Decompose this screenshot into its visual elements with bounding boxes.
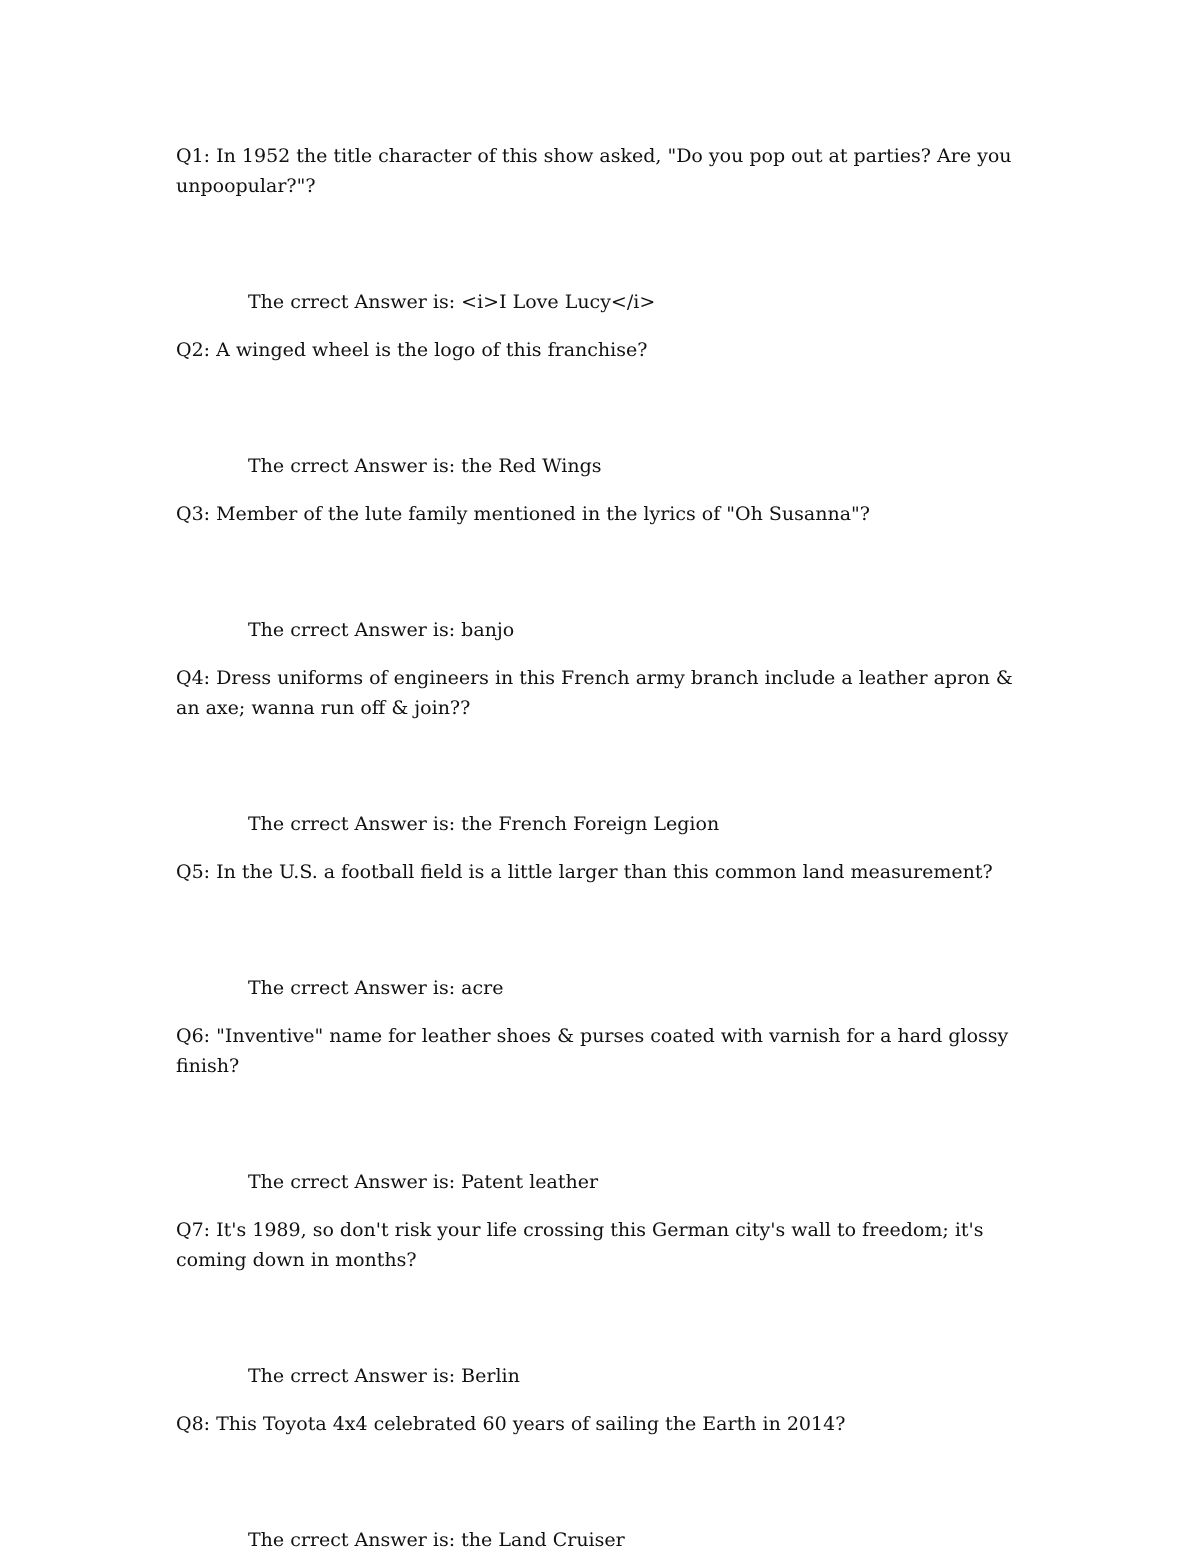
qa-item-5 — [176, 857, 1026, 1021]
quiz-content — [176, 141, 1026, 1555]
question-3: Q3: Member of the lute family mentioned in the lyrics of "Oh Susanna"? — [176, 503, 870, 525]
answer-7: The crrect Answer is: Berlin — [248, 1365, 520, 1387]
question-4: Q4: Dress uniforms of engineers in this French army branch include a leather apron & an axe; wanna run off & join?? — [176, 667, 1013, 719]
question-1: Q1: In 1952 the title character of this show asked, "Do you pop out at parties? Are you unpoopular?"? — [176, 145, 1012, 197]
qa-item-4 — [176, 663, 1026, 857]
answer-2: The crrect Answer is: the Red Wings — [248, 455, 602, 477]
answer-5: The crrect Answer is: acre — [248, 977, 504, 999]
answer-4: The crrect Answer is: the French Foreign Legion — [248, 813, 720, 835]
question-7: Q7: It's 1989, so don't risk your life crossing this German city's wall to freedom; it's coming down in months? — [176, 1219, 984, 1271]
question-8: Q8: This Toyota 4x4 celebrated 60 years of sailing the Earth in 2014? — [176, 1413, 846, 1435]
answer-3: The crrect Answer is: banjo — [248, 619, 515, 641]
qa-item-8 — [176, 1409, 1026, 1555]
qa-item-6 — [176, 1021, 1026, 1215]
answer-1: The crrect Answer is: <i>I Love Lucy</i> — [248, 291, 656, 313]
qa-item-7 — [176, 1215, 1026, 1409]
question-6: Q6: "Inventive" name for leather shoes & purses coated with varnish for a hard glossy finish? — [176, 1025, 1009, 1077]
question-2: Q2: A winged wheel is the logo of this franchise? — [176, 339, 648, 361]
qa-item-3 — [176, 499, 1026, 663]
answer-8: The crrect Answer is: the Land Cruiser — [248, 1529, 625, 1551]
answer-6: The crrect Answer is: Patent leather — [248, 1171, 599, 1193]
question-5: Q5: In the U.S. a football field is a little larger than this common land measurement? — [176, 861, 993, 883]
qa-item-1 — [176, 141, 1026, 335]
qa-item-2 — [176, 335, 1026, 499]
